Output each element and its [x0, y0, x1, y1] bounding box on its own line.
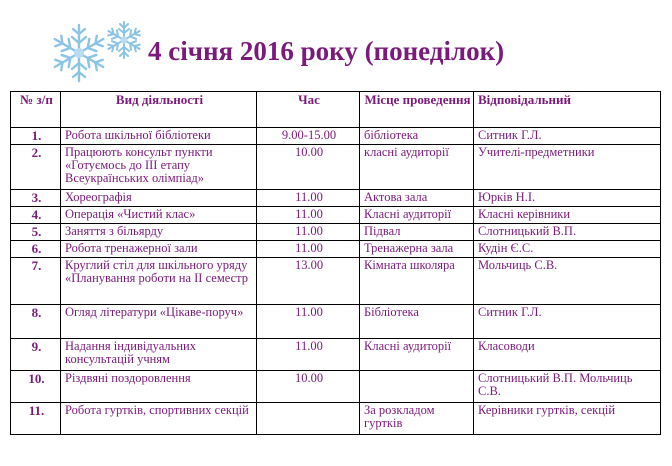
cell-place: Кімната школяра: [360, 258, 474, 305]
cell-place: Актова зала: [360, 190, 474, 207]
cell-responsible: Слотницький В.П. Мольчиць С.В.: [474, 371, 661, 403]
cell-num: 2.: [11, 145, 61, 190]
cell-time: 11.00: [257, 190, 360, 207]
header-activity: Вид діяльності: [61, 92, 257, 128]
schedule-table: [10, 91, 661, 435]
table-row: [11, 207, 661, 224]
cell-place: [360, 371, 474, 403]
cell-time: 11.00: [257, 339, 360, 371]
cell-num: 4.: [11, 207, 61, 224]
cell-place: Тренажерна зала: [360, 241, 474, 258]
cell-time: 10.00: [257, 145, 360, 190]
table-row: [11, 371, 661, 403]
cell-place: класні аудиторії: [360, 145, 474, 190]
cell-time: 9.00-15.00: [257, 128, 360, 145]
cell-time: 10.00: [257, 371, 360, 403]
cell-place: Класні аудиторії: [360, 339, 474, 371]
snowflake-small-icon: [104, 20, 144, 60]
cell-num: 5.: [11, 224, 61, 241]
table-row: [11, 145, 661, 190]
cell-num: 10.: [11, 371, 61, 403]
cell-time: 11.00: [257, 224, 360, 241]
cell-activity: Операція «Чистий клас»: [61, 207, 257, 224]
cell-time: 11.00: [257, 241, 360, 258]
page-title: 4 січня 2016 року (понеділок): [148, 36, 505, 66]
cell-time: [257, 403, 360, 435]
cell-time: 11.00: [257, 305, 360, 339]
cell-time: 13.00: [257, 258, 360, 305]
table-row: [11, 339, 661, 371]
cell-num: 7.: [11, 258, 61, 305]
cell-activity: Круглий стіл для шкільного уряду «Планування роботи на ІІ семестр: [61, 258, 257, 305]
header-num: № з/п: [11, 92, 61, 128]
cell-responsible: Юрків Н.І.: [474, 190, 661, 207]
cell-activity: Робота шкільної бібліотеки: [61, 128, 257, 145]
cell-place: Підвал: [360, 224, 474, 241]
cell-place: Класні аудиторії: [360, 207, 474, 224]
cell-responsible: Мольчиць С.В.: [474, 258, 661, 305]
table-header-row: [11, 92, 661, 128]
cell-place: Бібліотека: [360, 305, 474, 339]
header-place: Місце проведення: [360, 92, 474, 128]
cell-responsible: Ситник Г.Л.: [474, 305, 661, 339]
cell-activity: Огляд літератури «Цікаве-поруч»: [61, 305, 257, 339]
cell-activity: Працюють консульт пункти «Готуємось до ІІІ етапу Всеукраїнських олімпіад»: [61, 145, 257, 190]
cell-place: За розкладом гуртків: [360, 403, 474, 435]
cell-responsible: Учителі-предметники: [474, 145, 661, 190]
cell-activity: Хореографія: [61, 190, 257, 207]
cell-num: 6.: [11, 241, 61, 258]
table-row: [11, 224, 661, 241]
cell-place: бібліотека: [360, 128, 474, 145]
cell-responsible: Ситник Г.Л.: [474, 128, 661, 145]
cell-responsible: Кудін Є.С.: [474, 241, 661, 258]
table-row: [11, 128, 661, 145]
table-row: [11, 305, 661, 339]
cell-num: 11.: [11, 403, 61, 435]
cell-responsible: Класоводи: [474, 339, 661, 371]
cell-activity: Заняття з більярду: [61, 224, 257, 241]
cell-activity: Надання індивідуальних консультацій учням: [61, 339, 257, 371]
header-responsible: Відповідальний: [474, 92, 661, 128]
snowflake-large-icon: [48, 22, 110, 84]
cell-activity: Різдвяні поздоровлення: [61, 371, 257, 403]
table-row: [11, 258, 661, 305]
table-row: [11, 403, 661, 435]
cell-responsible: Керівники гуртків, секцій: [474, 403, 661, 435]
cell-num: 8.: [11, 305, 61, 339]
header-time: Час: [257, 92, 360, 128]
cell-responsible: Слотницький В.П.: [474, 224, 661, 241]
table-row: [11, 241, 661, 258]
cell-time: 11.00: [257, 207, 360, 224]
table-row: [11, 190, 661, 207]
cell-activity: Робота тренажерної зали: [61, 241, 257, 258]
cell-num: 9.: [11, 339, 61, 371]
cell-responsible: Класні керівники: [474, 207, 661, 224]
cell-activity: Робота гуртків, спортивних секцій: [61, 403, 257, 435]
cell-num: 3.: [11, 190, 61, 207]
cell-num: 1.: [11, 128, 61, 145]
